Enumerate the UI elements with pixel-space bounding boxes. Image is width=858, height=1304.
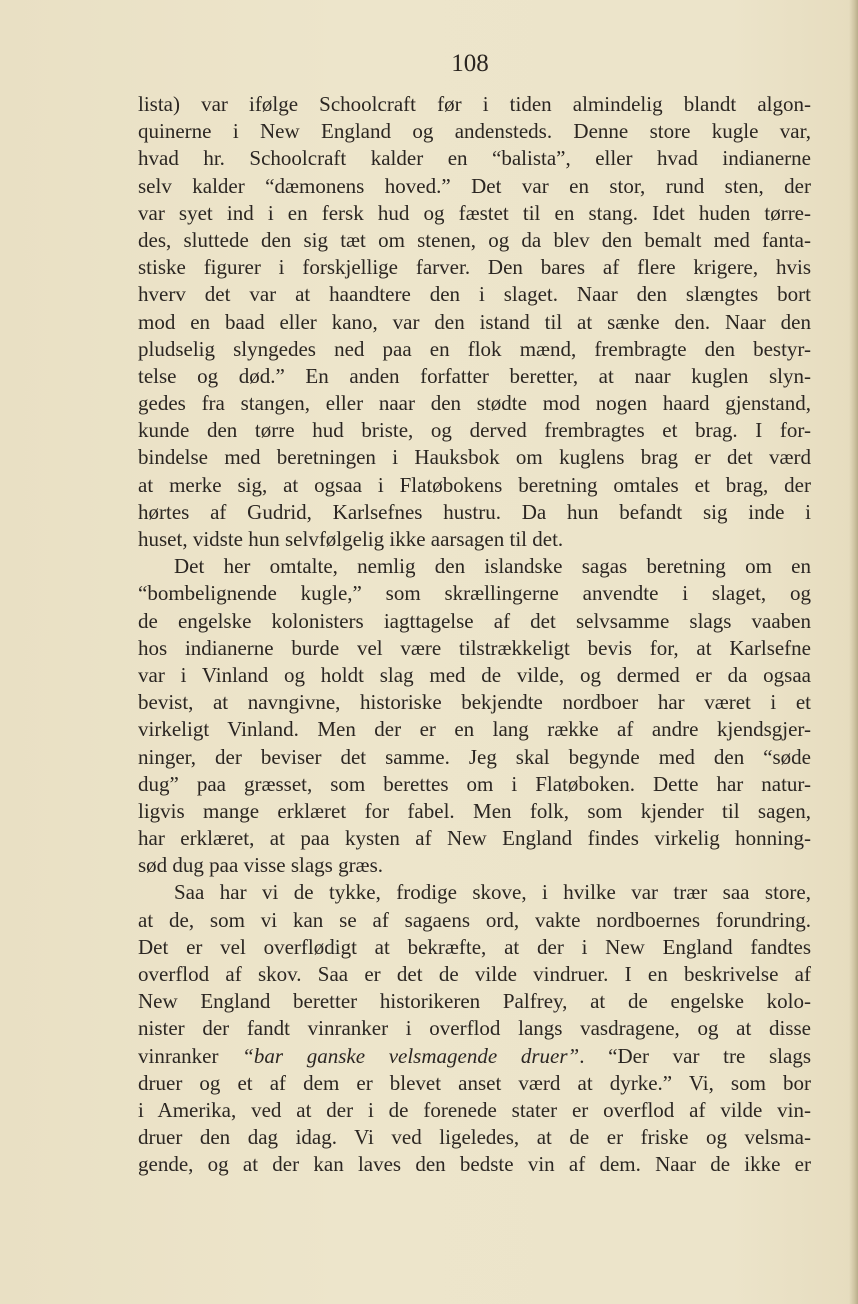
text-line: quinerne i New England og andensteds. Denne store kugle var, [138, 119, 811, 144]
text-line: “bombelignende kugle,” som skrællingerne anvendte i slaget, og [138, 581, 811, 606]
text-line: i Amerika, ved at der i de forenede stater er overflod af vilde vin- [138, 1097, 811, 1122]
text-line: hverv det var at haandtere den i slaget. Naar den slængtes bort [138, 282, 811, 307]
text-line: var syet ind i en fersk hud og fæstet til en stang. Idet huden tørre- [138, 200, 811, 225]
text-line: ligvis mange erklæret for fabel. Men folk, som kjender til sagen, [138, 798, 811, 823]
text-line: overflod af skov. Saa er det de vilde vindruer. I en beskrivelse af [138, 962, 811, 986]
text-line: kunde den tørre hud briste, og derved frembragtes et brag. I for- [138, 418, 811, 443]
body-text [138, 91, 811, 1179]
page-number: 108 [451, 50, 489, 77]
page-edge [849, 0, 858, 1304]
text-line: virkeligt Vinland. Men der er en lang række af andre kjendsgjer- [138, 717, 811, 742]
text-line: var i Vinland og holdt slag med de vilde, og dermed er da ogsaa [138, 662, 811, 687]
text-line: har erklæret, at paa kysten af New England findes virkelig honning- [138, 826, 811, 851]
text-segment: vinranker [138, 1043, 243, 1068]
text-segment: . “Der var tre slags [579, 1043, 811, 1068]
text-line: dug” paa græsset, som berettes om i Flatøboken. Dette har natur- [138, 771, 811, 796]
text-line: telse og død.” En anden forfatter beretter, at naar kuglen slyn- [138, 363, 811, 388]
text-line: Saa har vi de tykke, frodige skove, i hvilke var trær saa store, [174, 880, 811, 905]
text-line: bevist, at navngivne, historiske bekjendte nordboer har været i et [138, 690, 811, 715]
text-line-with-italic [138, 1043, 811, 1070]
text-line: at de, som vi kan se af sagaens ord, vakte nordboernes forundring. [138, 907, 811, 932]
text-line: selv kalder “dæmonens hoved.” Det var en stor, rund sten, der [138, 173, 811, 198]
text-line: mod en baad eller kano, var den istand til at sænke den. Naar den [138, 309, 811, 334]
text-line: lista) var ifølge Schoolcraft før i tiden almindelig blandt algon- [138, 92, 811, 116]
text-line: gedes fra stangen, eller naar den stødte mod nogen haard gjenstand, [138, 391, 811, 416]
text-line: bindelse med beretningen i Hauksbok om kuglens brag er det værd [138, 445, 811, 470]
text-line: des, sluttede den sig tæt om stenen, og da blev den bemalt med fanta- [138, 227, 811, 252]
text-line: de engelske kolonisters iagttagelse af det selvsamme slags vaaben [138, 608, 811, 633]
italic-quote: “bar ganske velsmagende druer” [242, 1043, 580, 1068]
text-line: pludselig slyngedes ned paa en flok mænd, frembragte den bestyr- [138, 336, 811, 361]
text-line: at merke sig, at ogsaa i Flatøbokens beretning omtales et brag, der [138, 472, 811, 497]
text-line: nister der fandt vinranker i overflod langs vasdragene, og at disse [138, 1016, 811, 1041]
text-line: sød dug paa visse slags græs. [138, 853, 383, 878]
text-line: druer den dag idag. Vi ved ligeledes, at de er friske og velsma- [138, 1125, 811, 1150]
text-line: hvad hr. Schoolcraft kalder en “balista”, eller hvad indianerne [138, 146, 811, 171]
text-line: Det er vel overflødigt at bekræfte, at der i New England fandtes [138, 934, 811, 959]
text-line: ninger, der beviser det samme. Jeg skal begynde med den “søde [138, 744, 811, 769]
text-line: gende, og at der kan laves den bedste vin af dem. Naar de ikke er [138, 1152, 811, 1177]
text-line: Det her omtalte, nemlig den islandske sagas beretning om en [174, 554, 811, 579]
text-line: New England beretter historikeren Palfrey, at de engelske kolo- [138, 989, 811, 1014]
text-line: hos indianerne burde vel være tilstrækkeligt bevis for, at Karlsefne [138, 635, 811, 660]
text-line: stiske figurer i forskjellige farver. Den bares af flere krigere, hvis [138, 255, 811, 280]
text-line: druer og et af dem er blevet anset værd at dyrke.” Vi, som bor [138, 1070, 811, 1095]
text-line: huset, vidste hun selvfølgelig ikke aarsagen til det. [138, 527, 564, 551]
text-line: hørtes af Gudrid, Karlsefnes hustru. Da hun befandt sig inde i [138, 499, 811, 524]
